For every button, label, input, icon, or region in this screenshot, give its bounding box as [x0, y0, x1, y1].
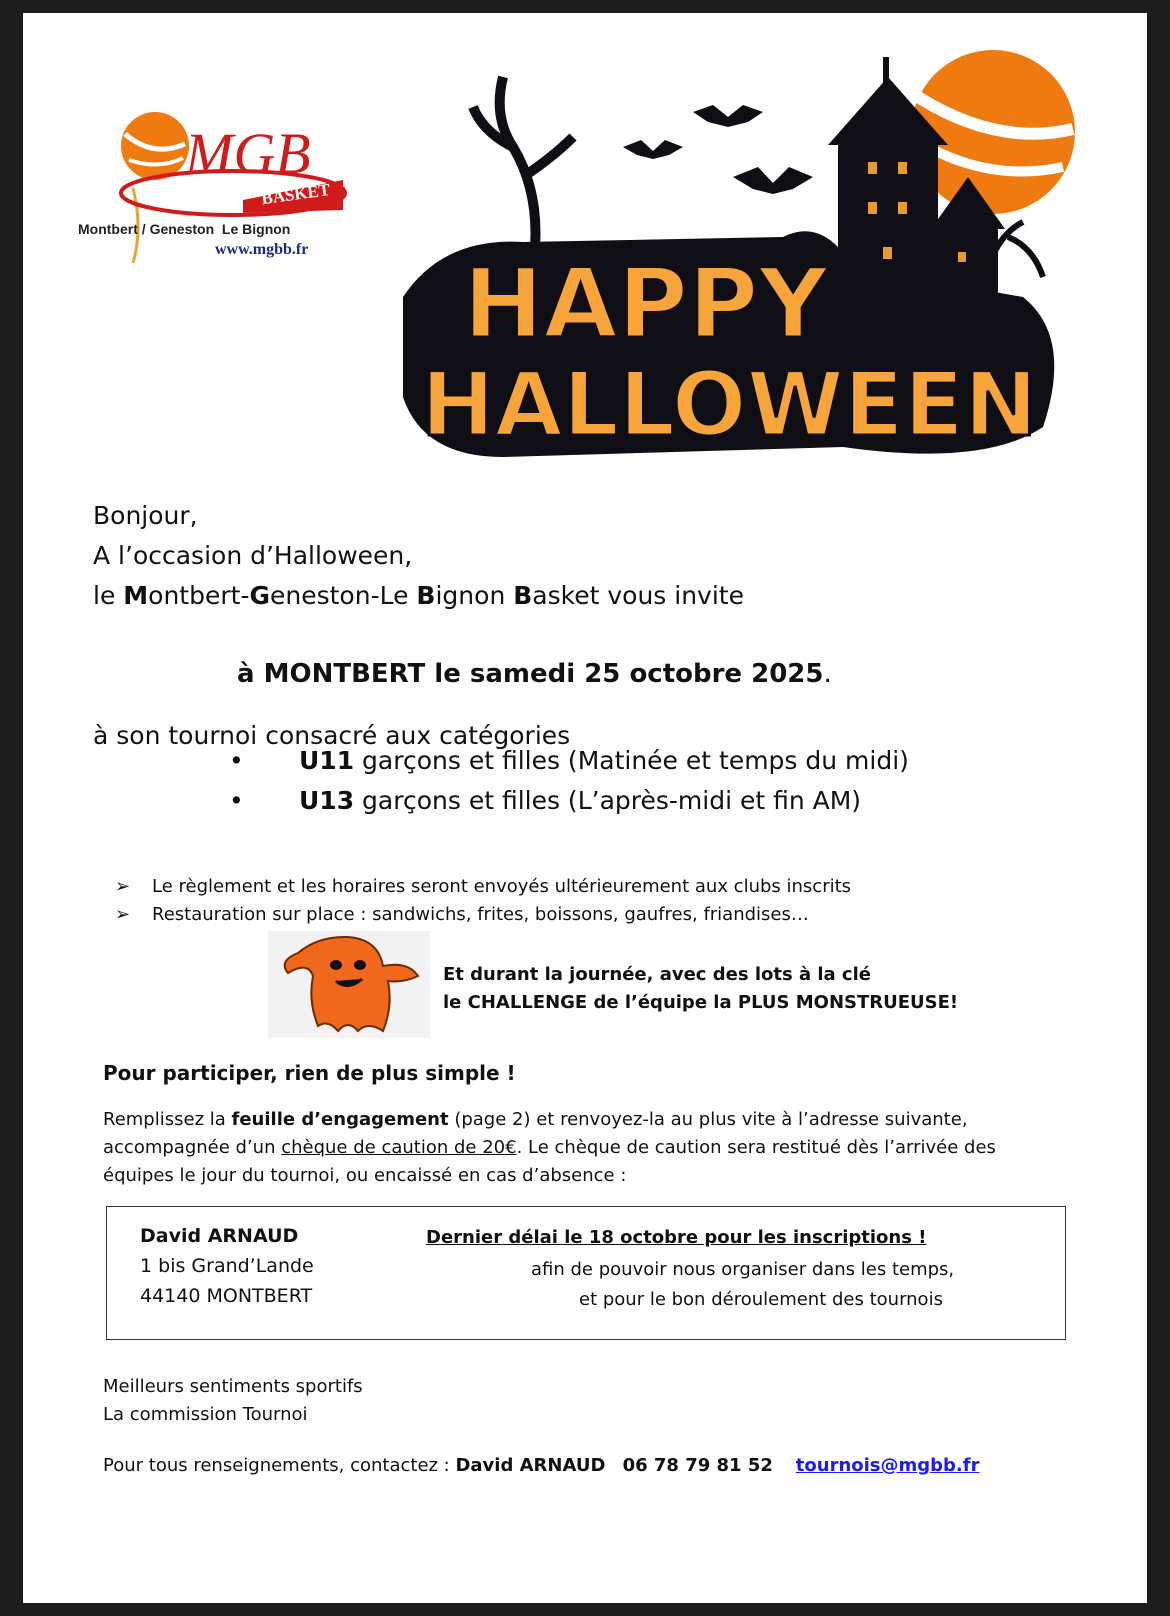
- challenge-text: Et durant la journée, avec des lots à la clé le CHALLENGE de l’équipe la PLUS MONSTRUEUSE!: [443, 964, 959, 1013]
- contact-name: David ARNAUD: [455, 1455, 606, 1476]
- logo-url: www.mgbb.fr: [215, 241, 309, 258]
- address-box: [106, 1206, 1066, 1340]
- banner-happy: HAPPY: [463, 248, 828, 360]
- contact-email-link[interactable]: tournois@mgbb.fr: [795, 1455, 980, 1476]
- address-street: 1 bis Grand’Lande: [140, 1255, 314, 1277]
- logo-tag: BASKET: [260, 179, 332, 209]
- contact-line: Pour tous renseignements, contactez : David ARNAUD 06 78 79 81 52 tournois@mgbb.fr: [103, 1455, 980, 1476]
- contact-phone: 06 78 79 81 52: [622, 1455, 773, 1476]
- address-block: [140, 1221, 314, 1311]
- halloween-banner: [383, 37, 1103, 477]
- arrow-bullet-icon: ➢: [115, 876, 131, 897]
- intro-block: [93, 496, 744, 616]
- arrow-bullet-icon: ➢: [115, 904, 131, 925]
- deadline-text: Dernier délai le 18 octobre pour les inscriptions !: [426, 1227, 927, 1248]
- deadline-reason-1: afin de pouvoir nous organiser dans les temps,: [531, 1259, 955, 1280]
- ghost-image: [268, 931, 430, 1038]
- logo-letters: MGB: [185, 121, 311, 186]
- deadline-reason-2: et pour le bon déroulement des tournois: [579, 1289, 943, 1310]
- logo-caption: Montbert / Geneston Le Bignon: [78, 221, 291, 237]
- occasion-line: A l’occasion d’Halloween,: [93, 541, 413, 570]
- categories-intro: à son tournoi consacré aux catégories: [93, 721, 571, 750]
- event-date-line: à MONTBERT le samedi 25 octobre 2025.: [237, 659, 832, 689]
- banner-halloween: HALLOWEEN: [421, 353, 1038, 456]
- contact-name: David ARNAUD: [140, 1225, 299, 1247]
- address-city: 44140 MONTBERT: [140, 1285, 313, 1307]
- closing-block: Meilleurs sentiments sportifs La commission Tournoi: [103, 1376, 363, 1425]
- ghost-icon: [268, 931, 430, 1038]
- participate-title: Pour participer, rien de plus simple !: [103, 1061, 516, 1085]
- document-page: MGB BASKET Montbert / Geneston Le Bignon www.mgbb.fr HAPPY HALLOWEEN Bonjour, A l’occasion d’Halloween, le Montbert-Geneston-Le Bignon Basket vous invite à MONTBERT le samedi 25 octobre 2025. à son tournoi consacré aux catégories • U11 garçons et filles (Matinée et temps du midi) • U13 garçons et filles (L’après-midi et fin AM) ➢ Le règlement et les horaires seront envoyés ultérieurement aux clubs inscrits ➢ Restauration sur place : sandwichs, frites, boissons, gaufres, friandises… Et durant la journée, avec des lots à la clé le CHALLENGE de l’équipe la PLUS MONSTRUEUSE! Pour participer, rien de plus simple ! Remplissez la feuille d’engagement (page 2) et renvoyez-la au plus vite à l’adresse suivante, accompagnée d’un chèque de caution de 20€. Le chèque de caution sera restitué dès l’arrivée des équipes le jour du tournoi, ou encaissé en cas d’absence : David ARNAUD 1 bis Grand’Lande 44140 MONTBERT Dernier délai le 18 octobre pour les inscriptions ! afin de pouvoir nous organiser dans les temps, et pour le bon déroulement des tournois Meilleurs sentiments sportifs La commission Tournoi Pour tous renseignements, contactez : David ARNAUD 06 78 79 81 52 tournois@mgbb.fr: [23, 13, 1147, 1603]
- greeting: Bonjour,: [93, 501, 198, 530]
- dead-tree-icon: [473, 77, 573, 267]
- invite-line: le Montbert-Geneston-Le Bignon Basket vous invite: [93, 581, 744, 610]
- bats-icon: [623, 105, 813, 194]
- participate-paragraph: Remplissez la feuille d’engagement (page 2) et renvoyez-la au plus vite à l’adresse suivante, accompagnée d’un chèque de caution de 20€. Le chèque de caution sera restitué dès l’arrivée des équipes le jour du tournoi, ou encaissé en cas d’absence :: [103, 1109, 996, 1186]
